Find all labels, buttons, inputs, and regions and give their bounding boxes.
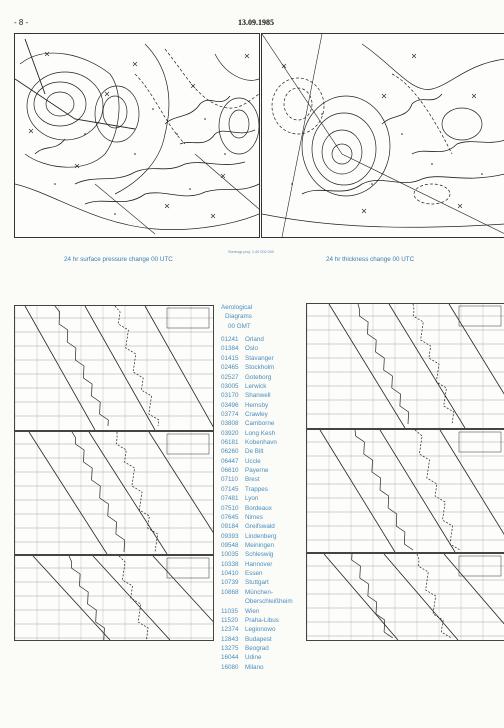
station-list-subtitle: Diagrams: [225, 313, 252, 321]
station-code: 06260: [221, 448, 239, 456]
station-row: [221, 607, 307, 616]
station-list: [221, 303, 307, 672]
station-code: 09548: [221, 541, 239, 549]
station-name: Greifswald: [245, 523, 275, 531]
station-name: Orland: [245, 336, 264, 344]
station-name: Udine: [245, 654, 262, 662]
station-name: Budapest: [245, 635, 272, 643]
station-name: Stavanger: [245, 354, 274, 362]
station-code: 03005: [221, 382, 239, 390]
station-row: [221, 504, 307, 513]
station-code: 03774: [221, 410, 239, 418]
station-name: Crawley: [245, 410, 268, 418]
station-name: Lindenberg: [245, 532, 277, 540]
thickness-caption: 24 hr thickness change 00 UTC: [326, 256, 415, 263]
station-code: 07645: [221, 513, 239, 521]
station-code: 12843: [221, 635, 239, 643]
station-row: [221, 560, 307, 569]
station-name: Legionowo: [245, 626, 276, 634]
page-number: - 8 -: [14, 18, 29, 27]
station-row: [221, 635, 307, 644]
surface-pressure-caption: 24 hr surface pressure change 00 UTC: [64, 256, 173, 263]
station-name: Meiningen: [245, 541, 275, 549]
station-name: Oberschleißheim: [245, 598, 293, 606]
station-name: Lyon: [245, 495, 259, 503]
station-row: [221, 401, 307, 410]
station-name: De Bilt: [245, 448, 264, 456]
station-name: Oslo: [245, 345, 258, 353]
station-code: 16044: [221, 654, 239, 662]
station-name: Hemsby: [245, 401, 269, 409]
aerological-diagram: [14, 555, 214, 641]
station-code: 06447: [221, 457, 239, 465]
station-row: [221, 410, 307, 419]
station-row: [221, 541, 307, 550]
station-row: [221, 513, 307, 522]
station-row: [221, 475, 307, 484]
station-row: [221, 653, 307, 662]
thickness-change-map: [261, 33, 504, 238]
station-list-title: Aerological: [221, 304, 253, 311]
station-name: Uccle: [245, 457, 261, 465]
station-name: Stuttgart: [245, 579, 269, 587]
station-name: Wien: [245, 607, 260, 615]
station-name: Camborne: [245, 420, 275, 428]
station-name: Nimes: [245, 513, 263, 521]
station-code: 10338: [221, 560, 239, 568]
station-row: [221, 625, 307, 634]
station-row: [221, 457, 307, 466]
station-code: 11520: [221, 616, 239, 624]
station-row: [221, 363, 307, 372]
station-code: 01415: [221, 354, 239, 362]
station-name: Shanwell: [245, 392, 271, 400]
station-name: Bordeaux: [245, 504, 272, 512]
station-name: Hannover: [245, 560, 273, 568]
station-name: Kobenhavn: [245, 439, 277, 447]
station-code: 03170: [221, 392, 239, 400]
station-code: 10868: [221, 588, 239, 596]
surface-pressure-change-map: [14, 33, 260, 238]
station-code: [221, 597, 242, 606]
station-code: 06181: [221, 439, 239, 447]
station-code: 10410: [221, 570, 239, 578]
page-date: 13.09.1985: [238, 18, 274, 27]
station-code: 16080: [221, 663, 239, 671]
station-code: 03496: [221, 401, 239, 409]
station-name: Brest: [245, 476, 260, 484]
station-list-time: 00 GMT: [228, 322, 251, 330]
station-name: Milano: [245, 663, 264, 671]
station-row: [221, 382, 307, 391]
aerological-diagram: [306, 429, 504, 553]
station-row: [221, 578, 307, 587]
station-row: [221, 597, 307, 606]
station-code: 01384: [221, 345, 239, 353]
station-row: [221, 447, 307, 456]
station-name: Essen: [245, 570, 263, 578]
station-name: Payerne: [245, 467, 269, 475]
station-code: 12374: [221, 626, 239, 634]
station-row: [221, 344, 307, 353]
station-code: 10739: [221, 579, 239, 587]
station-row: [221, 354, 307, 363]
station-code: 01241: [221, 336, 239, 344]
station-row: [221, 588, 307, 597]
station-name: Praha-Libus: [245, 616, 279, 624]
station-name: Stockholm: [245, 364, 275, 372]
aerological-diagram: [306, 303, 504, 429]
station-row: [221, 466, 307, 475]
station-code: 09393: [221, 532, 239, 540]
station-code: 09184: [221, 523, 239, 531]
station-code: 02465: [221, 364, 239, 372]
station-name: Beograd: [245, 644, 269, 652]
station-code: 07145: [221, 485, 239, 493]
station-name: Goteborg: [245, 373, 272, 381]
station-name: Schleswig: [245, 551, 274, 559]
station-code: 06610: [221, 467, 239, 475]
station-row: [221, 438, 307, 447]
station-code: 13275: [221, 644, 239, 652]
station-row: [221, 532, 307, 541]
station-code: 10035: [221, 551, 239, 559]
station-row: [221, 485, 307, 494]
aerological-diagram: [306, 553, 504, 641]
station-row: [221, 550, 307, 559]
station-name: Lerwick: [245, 382, 267, 390]
station-code: 07110: [221, 476, 239, 484]
station-row: [221, 419, 307, 428]
station-row: [221, 335, 307, 344]
station-row: [221, 569, 307, 578]
station-row: [221, 522, 307, 531]
station-name: Long Kesh: [245, 429, 276, 437]
station-row: [221, 391, 307, 400]
station-row: [221, 644, 307, 653]
station-code: 07510: [221, 504, 239, 512]
station-row: [221, 663, 307, 672]
projection-scale: Stereogr.proj. 1:40 000 000: [228, 250, 275, 254]
station-code: 11035: [221, 607, 239, 615]
station-name: Trappes: [245, 485, 268, 493]
station-code: 03808: [221, 420, 239, 428]
station-row: [221, 429, 307, 438]
station-code: 07481: [221, 495, 239, 503]
station-name: München-: [245, 588, 274, 596]
station-row: [221, 373, 307, 382]
station-row: [221, 616, 307, 625]
station-row: [221, 494, 307, 503]
station-code: 02527: [221, 373, 239, 381]
station-code: 03920: [221, 429, 239, 437]
aerological-diagram: [14, 431, 214, 555]
aerological-diagram: [14, 305, 214, 431]
